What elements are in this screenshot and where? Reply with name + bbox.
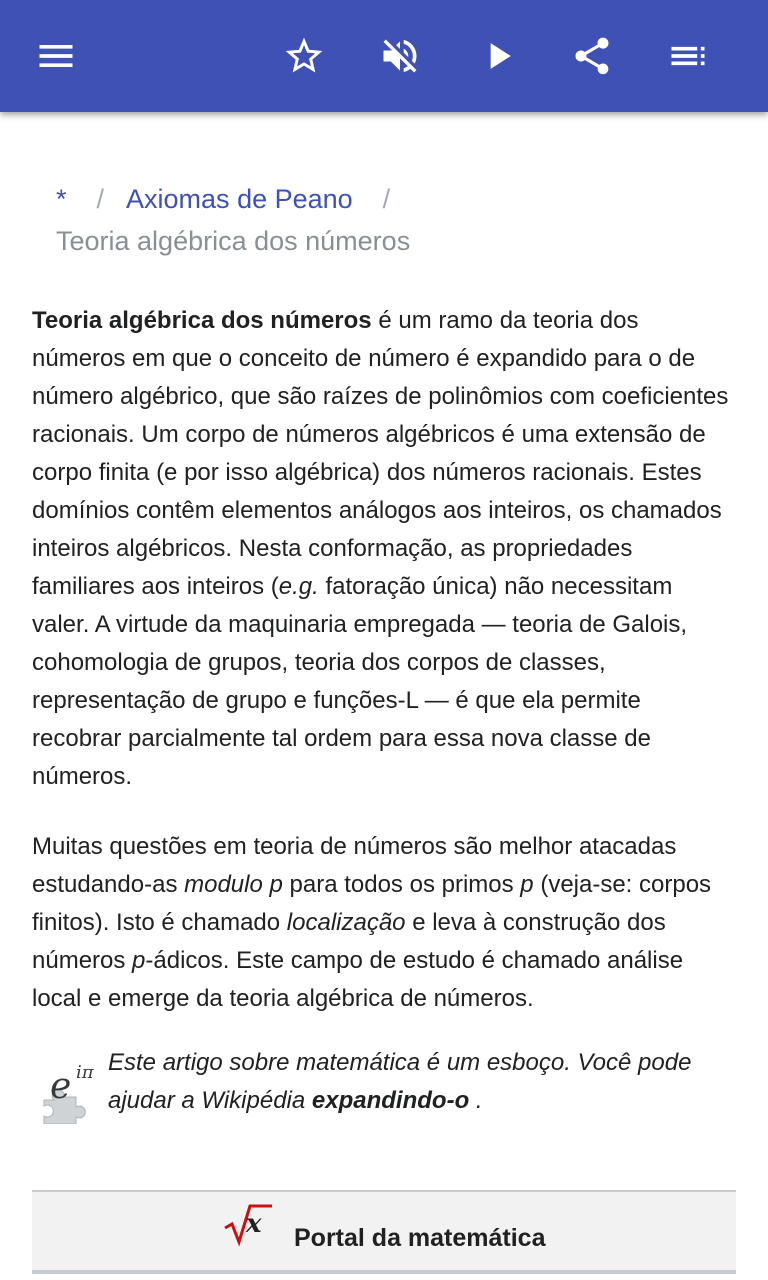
portal-box[interactable]	[32, 1190, 736, 1274]
paragraph-text: e leva à construção dos números	[32, 909, 666, 974]
paragraph-italic: modulo p	[184, 871, 283, 898]
stub-text	[108, 1044, 728, 1120]
paragraph-italic: e.g.	[278, 573, 319, 600]
breadcrumb-parent-link[interactable]: Axiomas de Peano	[126, 184, 353, 214]
stub-end: .	[469, 1087, 483, 1114]
paragraph-italic: localização	[286, 909, 406, 936]
article-term: Teoria algébrica dos números	[32, 307, 372, 334]
breadcrumb	[32, 178, 736, 262]
article-paragraph-1	[32, 302, 736, 796]
svg-text:x: x	[246, 1209, 262, 1239]
favorite-button[interactable]	[276, 28, 332, 84]
breadcrumb-home-link[interactable]: *	[56, 184, 67, 214]
share-button[interactable]	[564, 28, 620, 84]
mute-button[interactable]	[372, 28, 428, 84]
paragraph-text: (veja-se: corpos finitos). Isto é chamado	[32, 871, 712, 936]
svg-text:e: e	[50, 1066, 72, 1107]
menu-icon	[34, 34, 78, 78]
breadcrumb-current: Teoria algébrica dos números	[56, 226, 411, 256]
expand-link[interactable]: expandindo-o	[311, 1087, 470, 1114]
article-content	[32, 112, 736, 1130]
app-toolbar	[0, 0, 768, 112]
volume-off-icon	[378, 34, 422, 78]
play-icon	[476, 34, 520, 78]
play-button[interactable]	[470, 28, 526, 84]
paragraph-italic: p	[520, 871, 534, 898]
contents-button[interactable]	[660, 28, 716, 84]
paragraph-text: fatoração única) não necessitam valer. A virtude da maquinaria empregada — teoria de Galois, cohomologia de grupos, teoria dos corpos de classes, representação de grupo e funções-L — é que ela permite recobrar parcialmente tal ordem para essa nova classe de números.	[32, 573, 688, 790]
portal-label[interactable]: Portal da matemática	[294, 1224, 546, 1252]
share-icon	[570, 34, 614, 78]
paragraph-text: -ádicos. Este campo de estudo é chamado análise local e emerge da teoria algébrica de números.	[32, 947, 684, 1012]
star-icon	[282, 34, 326, 78]
paragraph-italic: p	[132, 947, 146, 974]
breadcrumb-separator: /	[96, 184, 105, 214]
paragraph-text: Muitas questões em teoria de números são melhor atacadas estudando-as	[32, 833, 677, 898]
svg-text:iπ: iπ	[76, 1062, 94, 1083]
menu-button[interactable]	[28, 28, 84, 84]
article-paragraph-2	[32, 828, 736, 1018]
breadcrumb-separator: /	[382, 184, 391, 214]
paragraph-text: é um ramo da teoria dos números em que o conceito de número é expandido para o de número algébrico, que são raízes de polinômios com coeficientes racionais. Um corpo de números algébricos é uma extensão de corpo finita (e por isso algébrica) dos números racionais. Estes domínios contêm elementos análogos aos inteiros, os chamados inteiros algébricos. Nesta conformação, as propriedades familiares aos inteiros (	[32, 307, 729, 600]
stub-message: Este artigo sobre matemática é um esboço. Você pode ajudar a Wikipédia	[108, 1049, 692, 1114]
stub-notice	[32, 1049, 736, 1130]
paragraph-text: para todos os primos	[282, 871, 521, 898]
math-stub-icon	[36, 1060, 102, 1124]
sqrt-x-icon	[222, 1198, 274, 1248]
list-icon	[666, 34, 710, 78]
